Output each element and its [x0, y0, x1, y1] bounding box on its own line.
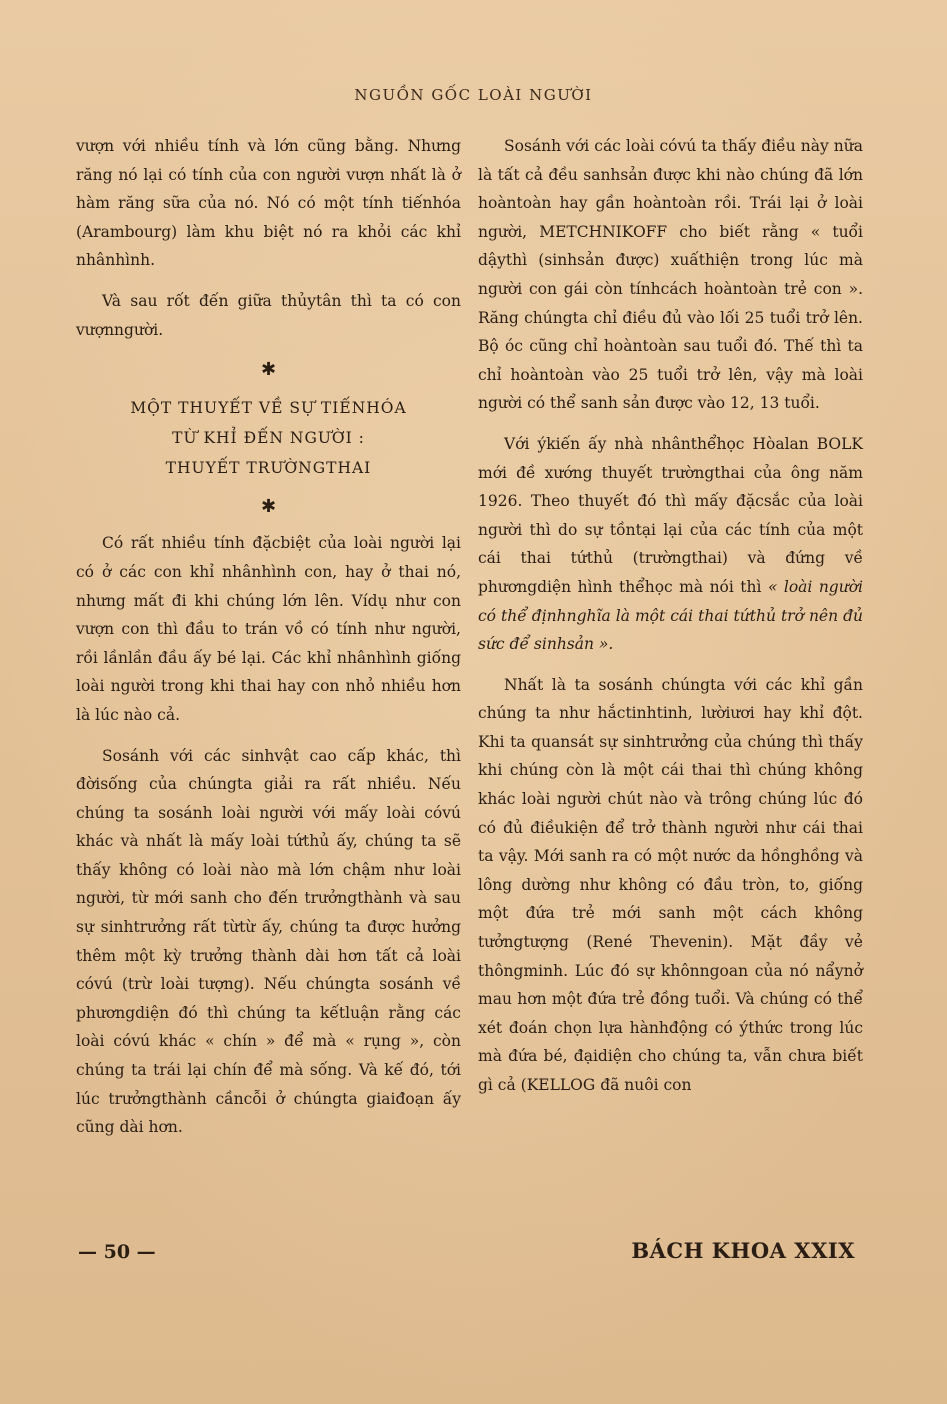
section-heading-line-2: TỪ KHỈ ĐẾN NGƯỜI :	[172, 428, 365, 447]
left-paragraph-4: Sosánh với các sinhvật cao cấp khác, thì đờisống của chúngta giải ra rất nhiều. Nếu chúng ta sosánh loài người với mấy loài cóvú khác và nhất là mấy loài tứthủ ấy, chúng ta sẽ thấy không có loài nào mà lớn chậm như loài người, từ mới sanh cho đến trưởngthành và sau sự sinhtrưởng rất từtừ ấy, chúng ta được hưởng thêm một kỳ trưởng thành dài hơn tất cả loài cóvú (trừ loài tượng). Nếu chúngta sosánh về phươngdiện đó thì chúng ta kếtluận rằng các loài cóvú khác « chín » để mà « rụng », còn chúng ta trái lại chín để mà sống. Và kế đó, tới lúc trưởngthành cầncỗi ở chúngta giaiđoạn ấy cũng dài hơn.	[76, 746, 461, 1137]
right-column	[478, 132, 863, 1112]
left-paragraph-2: Và sau rốt đến giữa thủytân thì ta có con vượnngười.	[76, 291, 461, 339]
bolk-definition-quote: « loài người có thể địnhnghĩa là một cái thai tứthủ trở nên đủ sức để sinhsản ».	[478, 577, 863, 654]
running-head: NGUỒN GỐC LOÀI NGƯỜI	[354, 86, 593, 104]
right-paragraph-3: Nhất là ta sosánh chúngta với các khỉ gần chúng ta như hắctinhtinh, lườiươi hay khỉ đột. Khi ta quansát sự sinhtrưởng của chúng thì thấy khi chúng còn là một cái thai thì chúng không khác loài người chút nào và trông chúng lúc đó có đủ điềukiện để trở thành người như cái thai ta vậy. Mới sanh ra có một nước da hồnghồng và lông dường như không có đầu tròn, to, giống một đứa trẻ mới sanh một cách không tưởngtượng (René Thevenin). Mặt đầy vẻ thôngminh. Lúc đó sự khônngoan của nó nẩynở mau hơn một đứa trẻ đồng tuổi. Và chúng có thể xét đoán chọn lựa hànhđộng có ýthức trong lúc mà đứa bé, đạidiện cho chúng ta, vẫn chưa biết gì cả (KELLOG đã nuôi con	[478, 675, 863, 1094]
right-paragraph-1: Sosánh với các loài cóvú ta thấy điều này nữa là tất cả đều sanhsản được khi nào chúng đã lớn hoàntoàn hay gần hoàntoàn rồi. Trái lại ở loài người, METCHNIKOFF cho biết rằng « tuổi dậythì (sinhsản được) xuấthiện trong lúc mà người con gái còn tínhcách hoàntoàn trẻ con ». Răng chúngta chỉ điều đủ vào lối 25 tuổi trở lên. Bộ óc cũng chỉ hoàntoàn sau tuổi đó. Thế thì ta chỉ hoàntoàn vào 25 tuổi trở lên, vậy mà loài người có thể sanh sản được vào 12, 13 tuổi.	[478, 137, 863, 413]
section-heading-line-3: THUYẾT TRƯỜNGTHAI	[165, 458, 372, 477]
left-paragraph-3: Có rất nhiều tính đặcbiệt của loài người lại có ở các con khỉ nhânhình con, hay ở thai nó, nhưng mất đi khi chúng lớn lên. Vídụ như con vượn con thì đầu to trán vồ có tính như người, rồi lầnlần đầu ấy bé lại. Các khỉ nhânhình giống loài người trong khi thai hay con nhỏ nhiều hơn là lúc nào cả.	[76, 534, 461, 724]
section-heading	[76, 393, 461, 483]
page-number: — 50 —	[78, 1241, 156, 1263]
section-heading-line-1: MỘT THUYẾT VỀ SỰ TIẾNHÓA	[130, 398, 407, 417]
left-paragraph-1: vượn với nhiều tính và lớn cũng bằng. Nhưng răng nó lại có tính của con người vượn nhất là ở hàm răng sữa của nó. Nó có một tính tiếnhóa (Arambourg) làm khu biệt nó ra khỏi các khỉ nhânhình.	[76, 137, 461, 270]
section-ornament-top: ✱	[260, 359, 277, 381]
journal-title: BÁCH KHOA XXIX	[631, 1238, 855, 1263]
left-column	[76, 132, 461, 1154]
right-paragraph-2-text: Với ýkiến ấy nhà nhânthểhọc Hòalan BOLK mới đề xướng thuyết trườngthai của ông năm 1926. Theo thuyết đó thì mấy đặcsắc của loài người thì do sự tồntại lại của các tính của một cái thai tứthủ (trườngthai) và đứng về phươngdiện hình thểhọc mà nói thì	[478, 434, 863, 596]
right-paragraph-2	[478, 430, 863, 659]
section-ornament-bottom: ✱	[260, 495, 277, 517]
